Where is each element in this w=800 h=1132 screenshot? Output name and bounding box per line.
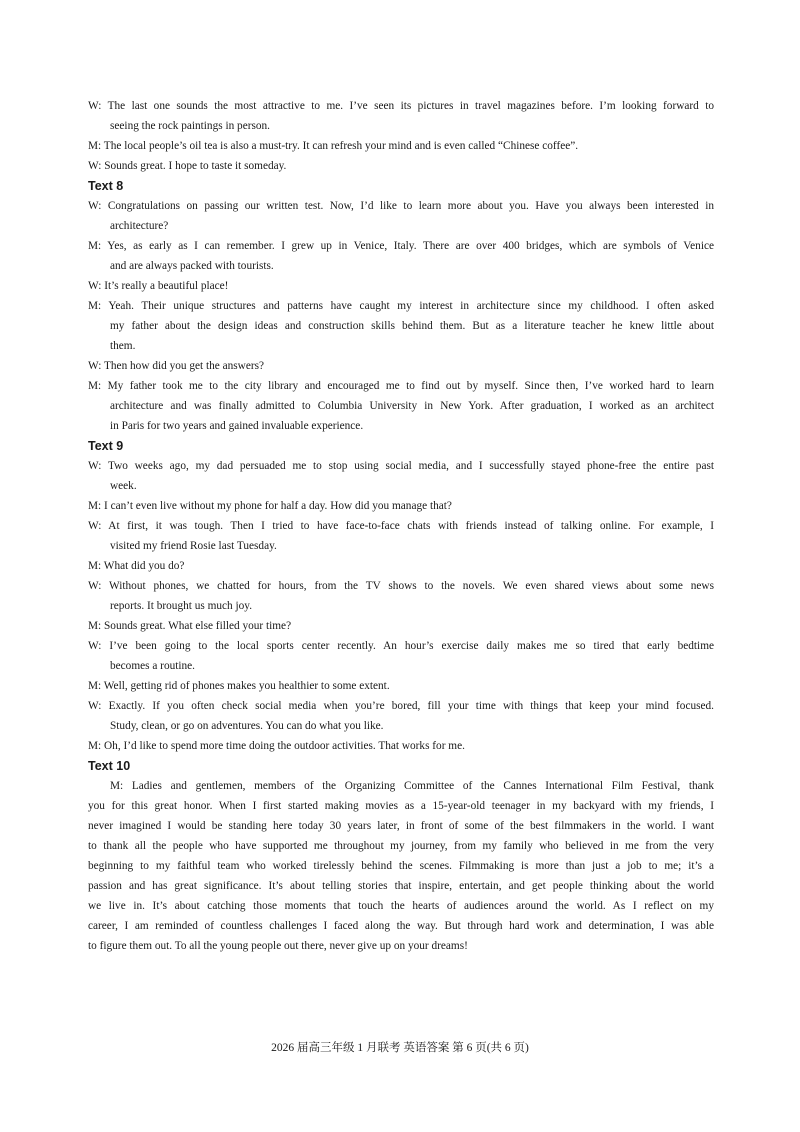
dialogue-text: W: Exactly. If you often check social media when you’re bored, fill your time with things that keep your mind focused.: [88, 700, 714, 712]
monologue-text: passion and has great significance. It’s about telling stories that inspire, entertain, and get people thinking about the world: [88, 880, 714, 892]
dialogue-line: [88, 236, 714, 276]
dialogue-text: M: Oh, I’d like to spend more time doing the outdoor activities. That works for me.: [88, 740, 465, 752]
dialogue-text: W: Then how did you get the answers?: [88, 360, 265, 372]
dialogue-line: [88, 156, 714, 176]
dialogue-text: M: Well, getting rid of phones makes you healthier to some extent.: [88, 680, 390, 692]
dialogue-line: [88, 496, 714, 516]
section-title: Text 10: [88, 759, 131, 773]
dialogue-text: reports. It brought us much joy.: [110, 600, 253, 612]
dialogue-text: my father about the design ideas and construction skills behind them. But as a literature teacher he knew little about: [110, 320, 714, 332]
dialogue-line: [88, 296, 714, 356]
dialogue-line: [88, 696, 714, 736]
dialogue-line: [88, 556, 714, 576]
monologue-paragraph: [88, 776, 714, 956]
dialogue-text: M: Yeah. Their unique structures and patterns have caught my interest in architecture since my childhood. I often asked: [88, 300, 714, 312]
dialogue-text: M: I can’t even live without my phone for half a day. How did you manage that?: [88, 500, 452, 512]
dialogue-text: in Paris for two years and gained invaluable experience.: [110, 420, 364, 432]
dialogue-text: M: What did you do?: [88, 560, 185, 572]
section-title: Text 9: [88, 439, 124, 453]
monologue-text: you for this great honor. When I first started making movies as a 15-year-old teenager in my backyard with my friends, I: [88, 800, 714, 812]
dialogue-text: becomes a routine.: [110, 660, 196, 672]
dialogue-line: [88, 456, 714, 496]
section-title: Text 8: [88, 179, 124, 193]
dialogue-text: W: At first, it was tough. Then I tried to have face-to-face chats with friends instead of talking online. For example, I: [88, 520, 714, 532]
monologue-text: beginning to my faithful team who worked tirelessly behind the scenes. Filmmaking is more than just a job to me; it’s a: [88, 860, 714, 872]
monologue-text: to thank all the people who have supported me throughout my journey, from my family who believed in me from the very: [88, 840, 714, 852]
dialogue-text: and are always packed with tourists.: [110, 260, 274, 272]
dialogue-line: [88, 136, 714, 156]
monologue-text: never imagined I would be standing here today 30 years later, in front of some of the best filmmakers in the world. I want: [88, 820, 714, 832]
dialogue-text: them.: [110, 340, 136, 352]
dialogue-line: [88, 736, 714, 756]
dialogue-text: M: Yes, as early as I can remember. I grew up in Venice, Italy. There are over 400 bridges, which are symbols of Venice: [88, 240, 714, 252]
dialogue-line: [88, 196, 714, 236]
dialogue-text: week.: [110, 480, 137, 492]
dialogue-text: architecture?: [110, 220, 169, 232]
dialogue-line: [88, 516, 714, 556]
dialogue-text: Study, clean, or go on adventures. You can do what you like.: [110, 720, 384, 732]
dialogue-line: [88, 576, 714, 616]
dialogue-text: W: Without phones, we chatted for hours, from the TV shows to the novels. We even shared views about some news: [88, 580, 714, 592]
dialogue-text: M: My father took me to the city library and encouraged me to find out by myself. Since then, I’ve worked hard to learn: [88, 380, 714, 392]
monologue-text: M: Ladies and gentlemen, members of the Organizing Committee of the Cannes International Film Festival, thank: [110, 780, 714, 792]
dialogue-text: M: The local people’s oil tea is also a must-try. It can refresh your mind and is even called “Chinese coffee”.: [88, 140, 579, 152]
dialogue-text: W: Sounds great. I hope to taste it someday.: [88, 160, 287, 172]
dialogue-line: [88, 616, 714, 636]
monologue-text: to figure them out. To all the young people out there, never give up on your dreams!: [88, 940, 468, 952]
dialogue-text: W: The last one sounds the most attractive to me. I’ve seen its pictures in travel magazines before. I’m looking forward to: [88, 100, 714, 112]
monologue-text: we live in. It’s about catching those moments that touch the hearts of audiences around the world. As I reflect on my: [88, 900, 714, 912]
dialogue-line: [88, 96, 714, 136]
page-footer: 2026 届高三年级 1 月联考 英语答案 第 6 页(共 6 页): [271, 1042, 529, 1054]
answer-key-page: [88, 96, 714, 956]
dialogue-line: [88, 376, 714, 436]
dialogue-text: M: Sounds great. What else filled your time?: [88, 620, 292, 632]
dialogue-line: [88, 356, 714, 376]
dialogue-text: architecture and was finally admitted to Columbia University in New York. After graduation, I worked as an architect: [110, 400, 714, 412]
dialogue-text: W: Two weeks ago, my dad persuaded me to stop using social media, and I successfully stayed phone-free the entire past: [88, 460, 714, 472]
dialogue-text: W: Congratulations on passing our written test. Now, I’d like to learn more about you. Have you always been interested in: [88, 200, 714, 212]
dialogue-text: seeing the rock paintings in person.: [110, 120, 271, 132]
dialogue-line: [88, 636, 714, 676]
monologue-text: career, I am reminded of countless challenges I faced along the way. But through hard work and determination, I was able: [88, 920, 714, 932]
dialogue-text: visited my friend Rosie last Tuesday.: [110, 540, 277, 552]
dialogue-line: [88, 276, 714, 296]
dialogue-text: W: I’ve been going to the local sports center recently. An hour’s exercise daily makes me so tired that early bedtime: [88, 640, 714, 652]
dialogue-line: [88, 676, 714, 696]
dialogue-text: W: It’s really a beautiful place!: [88, 280, 229, 292]
